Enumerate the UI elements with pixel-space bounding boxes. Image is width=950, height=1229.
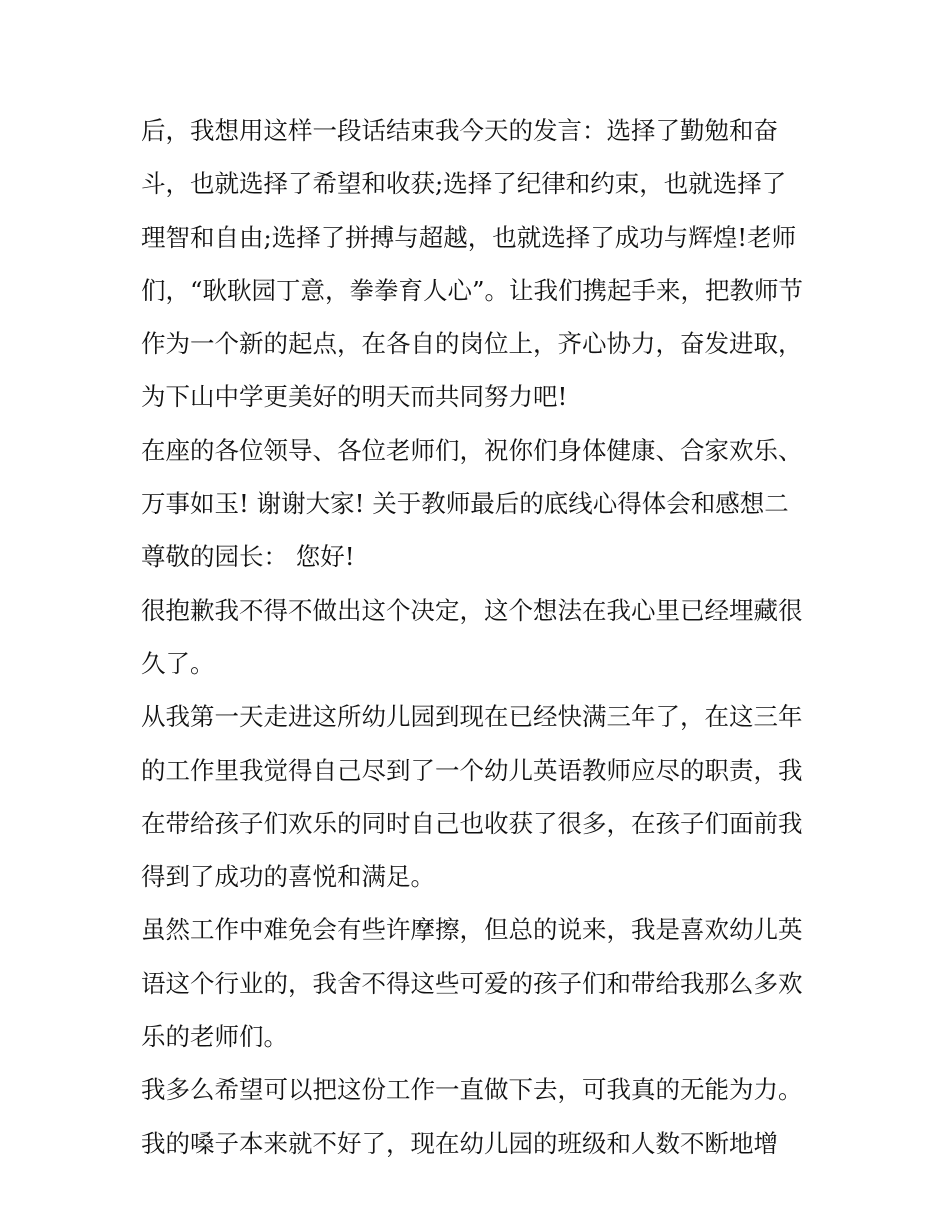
text-line: 从我第一天走进这所幼儿园到现在已经快满三年了，在这三年 xyxy=(141,702,803,732)
text-line: 乐的老师们。 xyxy=(141,1022,288,1052)
text-line: 我多么希望可以把这份工作一直做下去，可我真的无能为力。 xyxy=(141,1075,803,1105)
text-line: 斗，也就选择了希望和收获;选择了纪律和约束，也就选择了 xyxy=(141,169,787,199)
text-line: 在座的各位领导、各位老师们，祝你们身体健康、合家欢乐、 xyxy=(141,435,803,465)
body-text xyxy=(141,104,821,1170)
text-line: 理智和自由;选择了拼搏与超越，也就选择了成功与辉煌!老师 xyxy=(141,222,797,252)
text-line: 万事如玉! 谢谢大家! 关于教师最后的底线心得体会和感想二 xyxy=(141,489,789,519)
text-line: 作为一个新的起点，在各自的岗位上，齐心协力，奋发进取， xyxy=(141,329,803,359)
text-line: 后，我想用这样一段话结束我今天的发言：选择了勤勉和奋 xyxy=(141,116,778,145)
text-line: 我的嗓子本来就不好了，现在幼儿园的班级和人数不断地增 xyxy=(141,1128,778,1158)
text-line: 为下山中学更美好的明天而共同努力吧! xyxy=(141,382,568,412)
text-line: 久了。 xyxy=(141,648,215,678)
text-line: 虽然工作中难免会有些许摩擦，但总的说来，我是喜欢幼儿英 xyxy=(141,915,803,945)
text-line: 的工作里我觉得自己尽到了一个幼儿英语教师应尽的职责，我 xyxy=(141,755,803,785)
text-line: 尊敬的园长： 您好! xyxy=(141,542,355,572)
text-line: 们，“耿耿园丁意，拳拳育人心”。让我们携起手来，把教师节 xyxy=(141,275,804,305)
text-line: 语这个行业的，我舍不得这些可爱的孩子们和带给我那么多欢 xyxy=(141,968,803,998)
text-line: 很抱歉我不得不做出这个决定，这个想法在我心里已经埋藏很 xyxy=(141,595,803,625)
text-line: 得到了成功的喜悦和满足。 xyxy=(141,862,435,892)
text-line: 在带给孩子们欢乐的同时自己也收获了很多，在孩子们面前我 xyxy=(141,808,803,838)
